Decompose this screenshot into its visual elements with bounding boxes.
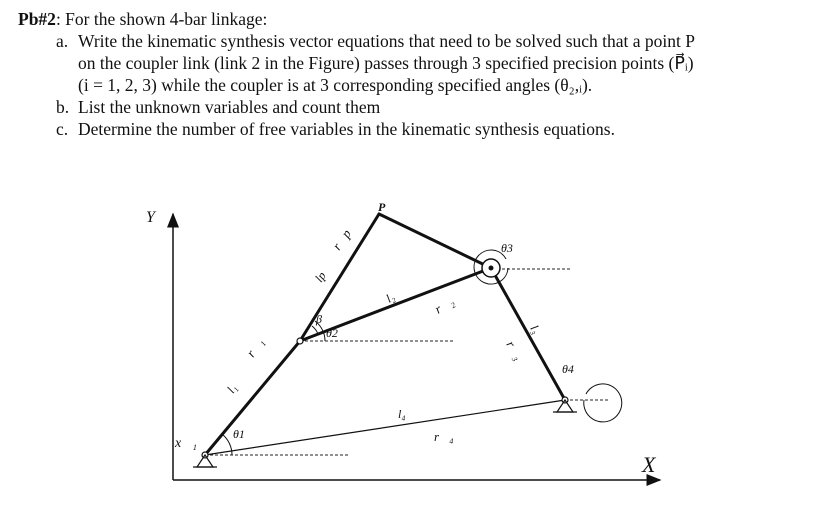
item-a-marker: a. bbox=[56, 31, 69, 51]
axis-y-label: Y bbox=[146, 209, 155, 226]
item-a-line1: Write the kinematic synthesis vector equations that need to be solved such that a point P bbox=[78, 31, 695, 51]
problem-label: Pb#2 bbox=[18, 9, 56, 29]
beta-label: β bbox=[316, 312, 322, 326]
reference-dashes bbox=[205, 269, 610, 455]
joint-a bbox=[297, 338, 303, 344]
x1-label: x⃗₁ bbox=[175, 436, 197, 451]
axis-x-label: X bbox=[642, 452, 656, 477]
l4-label: l₄ bbox=[398, 407, 406, 421]
link-3 bbox=[491, 268, 565, 400]
item-b-text: List the unknown variables and count them bbox=[78, 97, 381, 117]
theta4-label: θ4 bbox=[562, 362, 574, 376]
link-p-to-joint bbox=[379, 214, 491, 268]
rp-label: r⃗p bbox=[329, 226, 354, 253]
theta3-label: θ3 bbox=[501, 241, 513, 255]
theta2-label: θ2 bbox=[326, 326, 338, 340]
link-4-ground bbox=[205, 400, 565, 455]
r4-label: r⃗₄ bbox=[434, 429, 454, 444]
l1-label: l₁ bbox=[223, 381, 240, 396]
angle-arcs bbox=[222, 250, 622, 455]
point-p-label: P bbox=[378, 200, 386, 214]
item-c-text: Determine the number of free variables in the kinematic synthesis equations. bbox=[78, 119, 615, 139]
r3-label: r⃗₃ bbox=[503, 338, 527, 363]
theta1-label: θ1 bbox=[233, 427, 245, 441]
lp-label: lp bbox=[311, 269, 329, 285]
r2-label: r⃗₂ bbox=[432, 293, 457, 317]
item-a-line3: (i = 1, 2, 3) while the coupler is at 3 corresponding specified angles (θ₂,ᵢ). bbox=[78, 75, 593, 95]
item-c-marker: c. bbox=[56, 119, 69, 139]
ground-pivot-right bbox=[553, 397, 577, 412]
l3-label: l₃ bbox=[527, 322, 544, 337]
problem-intro: : For the shown 4-bar linkage: bbox=[55, 9, 268, 29]
joint-b-pin bbox=[489, 266, 494, 271]
item-b-marker: b. bbox=[56, 97, 70, 117]
r1-label: r⃗₁ bbox=[243, 334, 267, 360]
item-a-line2: on the coupler link (link 2 in the Figure) passes through 3 specified precision points (P⃗ᵢ) bbox=[78, 53, 694, 73]
l2-label: l₂ bbox=[383, 289, 398, 306]
